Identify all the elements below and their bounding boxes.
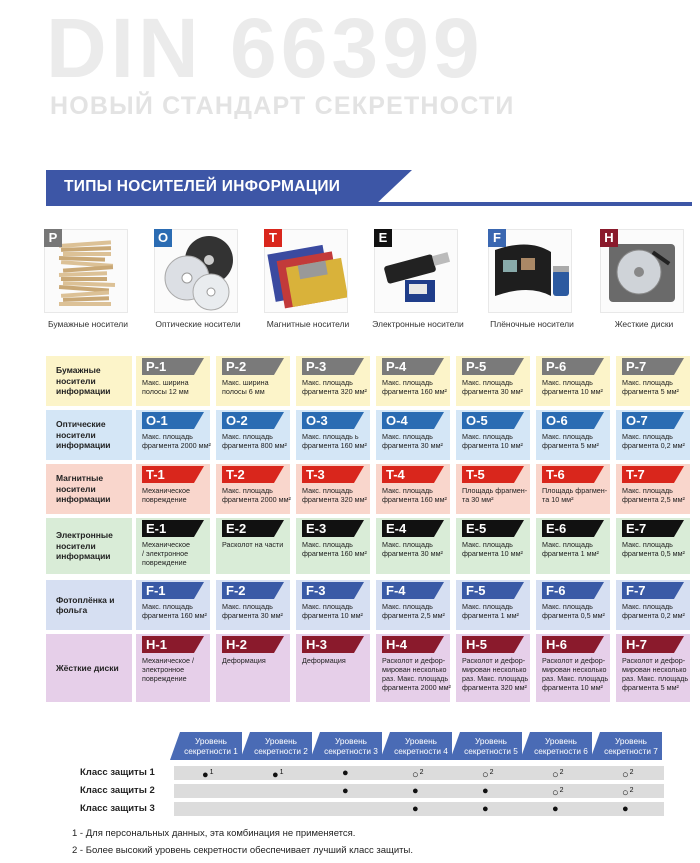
level-description: Макс. площадь фрагмента 30 мм²	[462, 378, 523, 396]
level-code: O-4	[382, 412, 434, 429]
level-description: Макс. площадь фрагмента 1 мм²	[542, 540, 599, 558]
level-code: P-2	[222, 358, 274, 375]
level-cell-e-1	[136, 518, 210, 574]
level-code-tip	[194, 520, 204, 537]
level-description: Механическое / электронное повреждение	[142, 656, 194, 683]
level-code: P-3	[302, 358, 354, 375]
level-code: O-6	[542, 412, 594, 429]
level-header: Уровень секретности 2	[250, 732, 312, 760]
level-description: Макс. площадь фрагмента 10 мм²	[542, 378, 603, 396]
level-code-tip	[594, 412, 604, 429]
level-code: F-7	[622, 582, 674, 599]
media-types	[38, 229, 688, 339]
level-code: O-3	[302, 412, 354, 429]
level-code: T-3	[302, 466, 354, 483]
level-cell-e-6	[536, 518, 610, 574]
level-cell-h-2	[216, 634, 290, 702]
level-description: Макс. площадь фрагмента 0,2 мм²	[622, 602, 685, 620]
media-letter-badge: T	[264, 229, 282, 247]
level-description: Макс. площадь фрагмента 0,5 мм²	[542, 602, 605, 620]
level-description: Макс. площадь фрагмента 30 мм²	[382, 540, 443, 558]
level-code: F-5	[462, 582, 514, 599]
protection-class-label: Класс защиты 3	[80, 803, 155, 814]
level-description: Макс. ширина полосы 6 мм	[222, 378, 269, 396]
level-code-tip	[514, 636, 524, 653]
level-code: T-2	[222, 466, 274, 483]
level-code: O-2	[222, 412, 274, 429]
level-code-tip	[194, 412, 204, 429]
level-code: E-3	[302, 520, 354, 537]
protection-class-cell	[384, 784, 454, 798]
level-cell-p-7	[616, 356, 690, 406]
hero-title: DIN 66399	[46, 1, 484, 95]
level-description: Макс. площадь фрагмента 2,5 мм²	[382, 602, 445, 620]
level-code-tip	[674, 466, 684, 483]
row-label: Жёсткие диски	[46, 634, 132, 702]
row-label: Фотоплёнка и фольга	[46, 580, 132, 630]
open-circle-icon: ○$^2$	[552, 787, 564, 799]
grid-row	[46, 410, 692, 460]
level-code: F-6	[542, 582, 594, 599]
level-description: Макс. площадь фрагмента 2000 мм²	[142, 432, 211, 450]
filled-dot-icon: ●	[622, 803, 629, 815]
protection-class-cell	[244, 766, 314, 780]
level-code: E-7	[622, 520, 674, 537]
protection-class-cell	[384, 766, 454, 780]
level-code-tip	[354, 520, 364, 537]
level-code: P-4	[382, 358, 434, 375]
level-code-tip	[434, 412, 444, 429]
open-circle-icon: ○$^2$	[622, 769, 634, 781]
level-cell-t-5	[456, 464, 530, 514]
protection-class-cell	[454, 802, 524, 816]
level-code-tip	[434, 636, 444, 653]
banner-underline	[46, 202, 692, 206]
level-code-tip	[274, 358, 284, 375]
level-code-tip	[594, 520, 604, 537]
level-code-tip	[274, 520, 284, 537]
protection-class-cell	[174, 766, 244, 780]
level-code: F-1	[142, 582, 194, 599]
level-description: Макс. площадь фрагмента 10 мм²	[462, 432, 523, 450]
level-code-tip	[194, 358, 204, 375]
protection-class-row	[46, 784, 692, 798]
hero-subtitle: НОВЫЙ СТАНДАРТ СЕКРЕТНОСТИ	[50, 92, 515, 120]
level-code-tip	[594, 636, 604, 653]
level-cell-e-4	[376, 518, 450, 574]
level-code-tip	[274, 582, 284, 599]
level-description: Деформация	[222, 656, 266, 665]
level-description: Макс. площадь фрагмента 2000 мм²	[222, 486, 291, 504]
level-cell-p-3	[296, 356, 370, 406]
level-description: Макс. ширина полосы 12 мм	[142, 378, 189, 396]
filled-dot-icon: ●	[342, 785, 349, 797]
level-code-tip	[354, 466, 364, 483]
level-description: Макс. площадь ь фрагмента 160 мм²	[302, 432, 367, 450]
level-cell-h-6	[536, 634, 610, 702]
media-label: Бумажные носители	[47, 319, 129, 329]
level-description: Механическое повреждение	[142, 486, 190, 504]
level-code: T-7	[622, 466, 674, 483]
protection-class-cell	[314, 802, 384, 816]
level-cell-h-5	[456, 634, 530, 702]
level-description: Макс. площадь фрагмента 0,2 мм²	[622, 432, 685, 450]
level-description: Расколот и дефор- мирован несколько раз. Макс. площадь фрагмента 5 мм²	[622, 656, 689, 692]
level-code-tip	[674, 636, 684, 653]
level-description: Макс. площадь фрагмента 5 мм²	[622, 378, 679, 396]
media-item-f	[482, 229, 588, 335]
level-cell-p-2	[216, 356, 290, 406]
level-code-tip	[354, 582, 364, 599]
level-code: H-1	[142, 636, 194, 653]
level-description: Деформация	[302, 656, 346, 665]
level-description: Расколот и дефор- мирован несколько раз. Макс. площадь фрагмента 10 мм²	[542, 656, 609, 692]
media-letter-badge: F	[488, 229, 506, 247]
filled-dot-icon: ●	[412, 803, 419, 815]
level-code: H-5	[462, 636, 514, 653]
protection-class-cell	[174, 784, 244, 798]
level-code: T-6	[542, 466, 594, 483]
level-code-tip	[434, 358, 444, 375]
row-label: Магнитные носители информации	[46, 464, 132, 514]
row-label: Оптические носители информации	[46, 410, 132, 460]
level-header: Уровень секретности 6	[530, 732, 592, 760]
level-cell-e-2	[216, 518, 290, 574]
level-code: E-1	[142, 520, 194, 537]
section-banner	[46, 170, 686, 208]
level-code: O-7	[622, 412, 674, 429]
open-circle-icon: ○$^2$	[482, 769, 494, 781]
filled-dot-icon: ●	[482, 785, 489, 797]
level-code-tip	[594, 582, 604, 599]
level-cell-p-6	[536, 356, 610, 406]
protection-class-cell	[524, 766, 594, 780]
level-cell-h-7	[616, 634, 690, 702]
open-circle-icon: ○$^2$	[622, 787, 634, 799]
level-description: Макс. площадь фрагмента 2,5 мм²	[622, 486, 685, 504]
level-cell-t-6	[536, 464, 610, 514]
media-letter-badge: P	[44, 229, 62, 247]
level-code-tip	[674, 520, 684, 537]
filled-dot-icon: ●$^1$	[272, 769, 284, 781]
level-code: E-2	[222, 520, 274, 537]
level-cell-f-4	[376, 580, 450, 630]
level-header: Уровень секретности 5	[460, 732, 522, 760]
level-description: Расколот на части	[222, 540, 284, 549]
level-code-tip	[594, 466, 604, 483]
level-code: P-1	[142, 358, 194, 375]
level-description: Макс. площадь фрагмента 5 мм²	[542, 432, 599, 450]
level-cell-o-6	[536, 410, 610, 460]
open-circle-icon: ○$^2$	[552, 769, 564, 781]
level-cell-e-7	[616, 518, 690, 574]
media-label: Жесткие диски	[614, 319, 674, 329]
protection-class-cell	[594, 802, 664, 816]
level-cell-o-4	[376, 410, 450, 460]
footnote-marker: 1	[209, 769, 214, 776]
level-cell-h-1	[136, 634, 210, 702]
media-letter-badge: H	[600, 229, 618, 247]
level-cell-f-1	[136, 580, 210, 630]
protection-class-cell	[314, 784, 384, 798]
level-code-tip	[354, 412, 364, 429]
level-code-tip	[514, 412, 524, 429]
level-code: F-3	[302, 582, 354, 599]
level-code-tip	[274, 466, 284, 483]
level-code-tip	[434, 582, 444, 599]
level-code-tip	[594, 358, 604, 375]
banner-tip	[376, 170, 412, 204]
footnote-1: 1 - Для персональных данных, эта комбинация не применяется.	[72, 828, 356, 839]
level-code: T-5	[462, 466, 514, 483]
level-cell-f-2	[216, 580, 290, 630]
level-description: Площадь фрагмен- та 30 мм²	[462, 486, 528, 504]
level-cell-t-2	[216, 464, 290, 514]
media-item-e	[368, 229, 474, 335]
level-code-tip	[354, 358, 364, 375]
level-code-tip	[194, 636, 204, 653]
level-code: P-6	[542, 358, 594, 375]
level-header: Уровень секретности 4	[390, 732, 452, 760]
level-cell-h-4	[376, 634, 450, 702]
level-code-tip	[674, 412, 684, 429]
level-description: Макс. площадь фрагмента 10 мм²	[302, 602, 363, 620]
level-cell-f-6	[536, 580, 610, 630]
level-description: Макс. площадь фрагмента 10 мм²	[462, 540, 523, 558]
level-cell-t-7	[616, 464, 690, 514]
media-item-o	[148, 229, 254, 335]
level-description: Макс. площадь фрагмента 800 мм²	[222, 432, 287, 450]
open-circle-icon: ○$^2$	[412, 769, 424, 781]
protection-class-cell	[384, 802, 454, 816]
grid-row	[46, 634, 692, 702]
media-label: Электронные носители	[372, 319, 464, 329]
filled-dot-icon: ●	[482, 803, 489, 815]
level-code-tip	[514, 520, 524, 537]
level-code: H-3	[302, 636, 354, 653]
level-code-tip	[194, 466, 204, 483]
level-code: H-4	[382, 636, 434, 653]
protection-class-label: Класс защиты 2	[80, 785, 155, 796]
level-code-tip	[514, 358, 524, 375]
row-label: Электронные носители информации	[46, 518, 132, 574]
level-code-tip	[514, 466, 524, 483]
level-header: Уровень секретности 7	[600, 732, 662, 760]
level-code-tip	[674, 358, 684, 375]
footnote-marker: 2	[629, 787, 634, 794]
level-description: Макс. площадь фрагмента 160 мм²	[302, 540, 367, 558]
footnote-marker: 2	[419, 769, 424, 776]
media-label: Оптические носители	[155, 319, 241, 329]
level-code-tip	[194, 582, 204, 599]
level-code-tip	[434, 466, 444, 483]
level-description: Макс. площадь фрагмента 160 мм²	[382, 486, 447, 504]
level-code: P-7	[622, 358, 674, 375]
level-code: T-4	[382, 466, 434, 483]
level-code: O-5	[462, 412, 514, 429]
grid-row	[46, 356, 692, 406]
protection-class-cell	[594, 784, 664, 798]
level-code: T-1	[142, 466, 194, 483]
protection-class-cell	[314, 766, 384, 780]
protection-class-cell	[524, 802, 594, 816]
protection-class-row	[46, 802, 692, 816]
level-description: Макс. площадь фрагмента 1 мм²	[462, 602, 519, 620]
level-cell-o-5	[456, 410, 530, 460]
protection-class-row	[46, 766, 692, 780]
protection-class-cell	[524, 784, 594, 798]
level-code: E-5	[462, 520, 514, 537]
level-description: Расколот и дефор- мирован несколько раз. Макс. площадь фрагмента 320 мм²	[462, 656, 529, 692]
level-description: Макс. площадь фрагмента 160 мм²	[382, 378, 447, 396]
footnote-marker: 2	[559, 769, 564, 776]
grid-row	[46, 518, 692, 574]
level-code-tip	[434, 520, 444, 537]
level-code: H-6	[542, 636, 594, 653]
protection-class-cell	[454, 784, 524, 798]
level-description: Механическое / электронное повреждение	[142, 540, 190, 567]
protection-class-cell	[244, 802, 314, 816]
level-code: E-4	[382, 520, 434, 537]
media-letter-badge: E	[374, 229, 392, 247]
filled-dot-icon: ●	[412, 785, 419, 797]
level-description: Макс. площадь фрагмента 320 мм²	[302, 486, 367, 504]
level-cell-t-3	[296, 464, 370, 514]
footnote-marker: 2	[629, 769, 634, 776]
filled-dot-icon: ●	[552, 803, 559, 815]
level-cell-p-4	[376, 356, 450, 406]
footnote-marker: 2	[489, 769, 494, 776]
level-code: F-2	[222, 582, 274, 599]
level-description: Макс. площадь фрагмента 0,5 мм²	[622, 540, 685, 558]
grid-row	[46, 464, 692, 514]
protection-class-cell	[594, 766, 664, 780]
level-cell-o-3	[296, 410, 370, 460]
grid-row	[46, 580, 692, 630]
section-title: ТИПЫ НОСИТЕЛЕЙ ИНФОРМАЦИИ	[64, 178, 341, 195]
level-cell-f-5	[456, 580, 530, 630]
row-label: Бумажные носители информации	[46, 356, 132, 406]
level-cell-p-5	[456, 356, 530, 406]
level-description: Площадь фрагмен- та 10 мм²	[542, 486, 608, 504]
level-cell-e-3	[296, 518, 370, 574]
level-cell-t-4	[376, 464, 450, 514]
level-cell-e-5	[456, 518, 530, 574]
footnote-marker: 2	[559, 787, 564, 794]
level-cell-p-1	[136, 356, 210, 406]
protection-class-cell	[244, 784, 314, 798]
level-code: H-7	[622, 636, 674, 653]
level-cell-f-3	[296, 580, 370, 630]
media-label: Магнитные носители	[266, 319, 350, 329]
level-code-tip	[354, 636, 364, 653]
level-cell-h-3	[296, 634, 370, 702]
level-header: Уровень секретности 1	[180, 732, 242, 760]
media-label: Плёночные носители	[490, 319, 574, 329]
level-description: Расколот и дефор- мирован несколько раз. Макс. площадь фрагмента 2000 мм²	[382, 656, 451, 692]
level-description: Макс. площадь фрагмента 30 мм²	[222, 602, 283, 620]
media-letter-badge: O	[154, 229, 172, 247]
level-code-tip	[514, 582, 524, 599]
level-code: H-2	[222, 636, 274, 653]
level-cell-f-7	[616, 580, 690, 630]
level-code-tip	[274, 412, 284, 429]
level-description: Макс. площадь фрагмента 320 мм²	[302, 378, 367, 396]
level-header: Уровень секретности 3	[320, 732, 382, 760]
media-item-h	[594, 229, 700, 335]
level-code-tip	[674, 582, 684, 599]
footnote-marker: 1	[279, 769, 284, 776]
level-cell-o-7	[616, 410, 690, 460]
level-code-tip	[274, 636, 284, 653]
filled-dot-icon: ●$^1$	[202, 769, 214, 781]
level-description: Макс. площадь фрагмента 160 мм²	[142, 602, 207, 620]
level-code: F-4	[382, 582, 434, 599]
protection-class-cell	[174, 802, 244, 816]
level-description: Макс. площадь фрагмента 30 мм²	[382, 432, 443, 450]
level-cell-o-1	[136, 410, 210, 460]
level-cell-o-2	[216, 410, 290, 460]
protection-class-label: Класс защиты 1	[80, 767, 155, 778]
media-item-p	[38, 229, 144, 335]
level-code: E-6	[542, 520, 594, 537]
level-code: P-5	[462, 358, 514, 375]
level-cell-t-1	[136, 464, 210, 514]
footnote-2: 2 - Более высокий уровень секретности обеспечивает лучший класс защиты.	[72, 845, 413, 856]
protection-class-cell	[454, 766, 524, 780]
media-item-t	[258, 229, 364, 335]
level-code: O-1	[142, 412, 194, 429]
filled-dot-icon: ●	[342, 767, 349, 779]
